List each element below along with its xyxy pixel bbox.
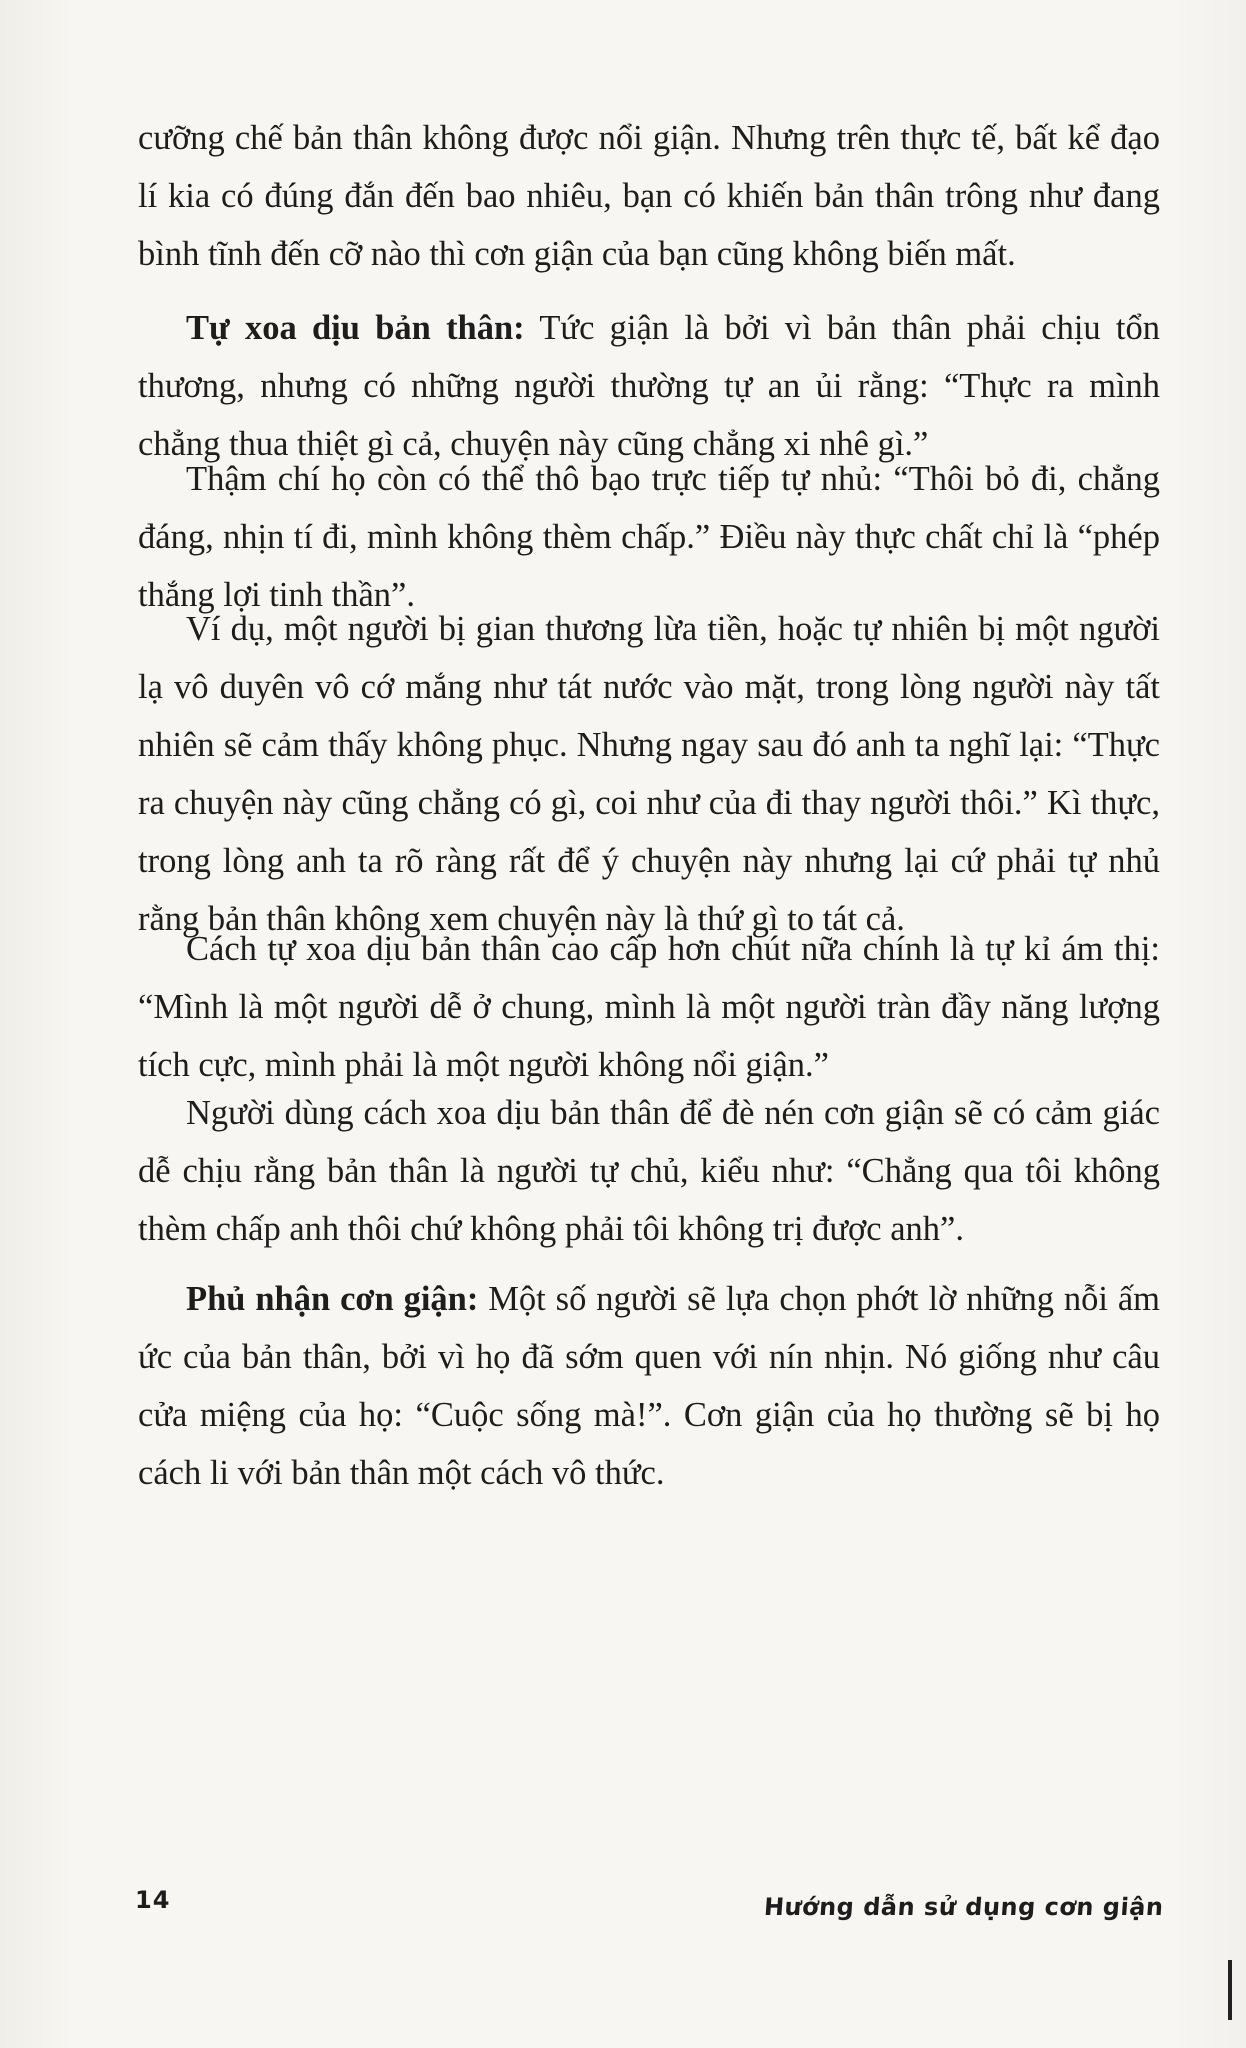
paragraph-4 [138,600,1160,948]
paragraph-text: Cách tự xoa dịu bản thân cao cấp hơn chút nữa chính là tự kỉ ám thị: “Mình là một người dễ ở chung, mình là một người tràn đầy năng lượng tích cực, mình phải là một người không nổi giận.” [138,930,1160,1084]
page-edge-mark [1228,1960,1232,2020]
paragraph-text: Một số người sẽ lựa chọn phớt lờ những nỗi ấm ức của bản thân, bởi vì họ đã sớm quen với nín nhịn. Nó giống như câu cửa miệng của họ: “Cuộc sống mà!”. Cơn giận của họ thường sẽ bị họ cách li với bản thân một cách vô thức. [138,1280,1160,1492]
paragraph-text: Người dùng cách xoa dịu bản thân để đè nén cơn giận sẽ có cảm giác dễ chịu rằng bản thân là người tự chủ, kiểu như: “Chẳng qua tôi không thèm chấp anh thôi chứ không phải tôi không trị được anh”. [138,1094,1160,1248]
paragraph-heading: Tự xoa dịu bản thân: [186,309,525,347]
paragraph-6 [138,1084,1160,1258]
paragraph-heading: Phủ nhận cơn giận: [186,1280,479,1318]
running-footer-title: Hướng dẫn sử dụng cơn giận [763,1893,1165,1921]
paragraph-text: cưỡng chế bản thân không được nổi giận. Nhưng trên thực tế, bất kể đạo lí kia có đúng đắn đến bao nhiêu, bạn có khiến bản thân trông như đang bình tĩnh đến cỡ nào thì cơn giận của bạn cũng không biến mất. [138,119,1160,273]
paragraph-2 [138,299,1160,473]
paragraph-5 [138,920,1160,1094]
page-number: 14 [135,1886,171,1914]
paragraph-text: Thậm chí họ còn có thể thô bạo trực tiếp tự nhủ: “Thôi bỏ đi, chẳng đáng, nhịn tí đi, mình không thèm chấp.” Điều này thực chất chỉ là “phép thắng lợi tinh thần”. [138,460,1160,614]
paragraph-1 [138,109,1160,283]
paragraph-3 [138,450,1160,624]
paragraph-text: Ví dụ, một người bị gian thương lừa tiền, hoặc tự nhiên bị một người lạ vô duyên vô cớ mắng như tát nước vào mặt, trong lòng người này tất nhiên sẽ cảm thấy không phục. Nhưng ngay sau đó anh ta nghĩ lại: “Thực ra chuyện này cũng chẳng có gì, coi như của đi thay người thôi.” Kì thực, trong lòng anh ta rõ ràng rất để ý chuyện này nhưng lại cứ phải tự nhủ rằng bản thân không xem chuyện này là thứ gì to tát cả. [138,610,1160,938]
paragraph-text: Tức giận là bởi vì bản thân phải chịu tổn thương, nhưng có những người thường tự an ủi rằng: “Thực ra mình chẳng thua thiệt gì cả, chuyện này cũng chẳng xi nhê gì.” [138,309,1161,463]
paragraph-7 [138,1270,1160,1502]
